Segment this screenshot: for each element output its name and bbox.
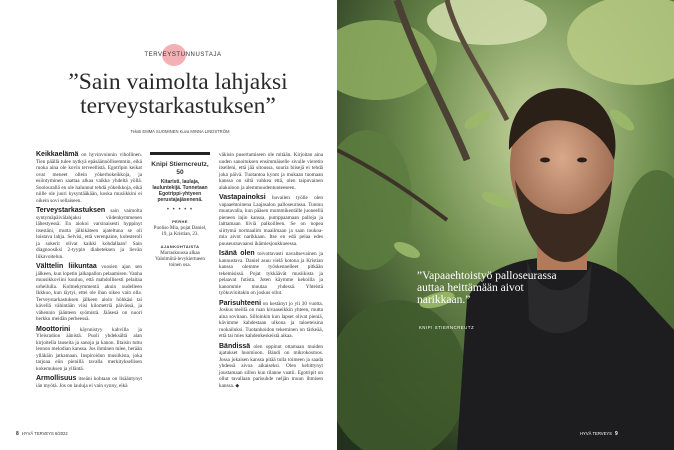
pull-quote-attribution: KNIPI STIERNCREUTZ	[419, 325, 475, 330]
paragraph	[36, 264, 142, 323]
kicker	[138, 46, 228, 66]
right-page-photo	[337, 0, 674, 450]
current-label: AJANKOHTAISTA	[160, 244, 200, 249]
page-number: 8	[16, 431, 19, 437]
paragraph-text: väkisin pusertamiseen ole mitään. Kirjoitan aina uuden sanoituksen ensimmäiselle sivulle vieretin itselleni, että jää sitoussa, suuria biisejä ei tehdä joka päivä. Tuotantoa kynnt ja mukaan tuomaan kanssa on siltä vahkea että, olen taipuvainen alakuloon ja alemmuudentunteeseen.	[219, 152, 323, 191]
pull-quote: ”Vapaaehtoistyö palloseurassa auttaa heittämään aivot narikkaan.”	[417, 270, 557, 306]
paragraph	[219, 251, 323, 297]
footer-label: HYVÄ TERVEYS	[580, 431, 612, 436]
body-column-1	[36, 152, 142, 393]
paragraph	[36, 208, 142, 260]
paragraph-text: käynnistyy kahvilla ja Yleisradion äänistä. Puoli yhdeksältä alan kirjoitella lauseita ja sanoja ja kanon. Iltaisin tuttu leonon melodian kanssa. Jos ihminen tulee, herään ylläkäin jatkamaan. Inspiroidun musiikista, joka tarjoaa eiin pienillä tavalla merkityksellisen kokemuksen ja ylläntä.	[36, 326, 142, 372]
paragraph-text: on hyvinvoinnin vihollinen. Tien päällä tulee nytkyä epäsäännöllisemmin, eikä ruoka aina ole kovin terveellistä. Egotripin keikat ovat meneet ollein yökerhokeikkoja, ja esiintyminen saattaa alkaa vaikka yhdeltä yöllä. Soolourallä en ole halunnut tehdä yökeikkoja, eikä niille ole juuri kysyntääkään, koska musiikkini ei oikein sovi sellaiseen.	[36, 152, 142, 204]
profile-description: Kitaristi, laulaja, lauluntekijä. Tunnetaan Egotrippi-yhtyeen perustajajäsenenä.	[152, 179, 208, 203]
headline: ”Sain vaimolta lahjaksi terveystarkastuksen”	[68, 69, 288, 119]
paragraph-lead: Terveystarkastuksen	[36, 207, 106, 214]
paragraph-text: toivottavasti navaltsevainen ja kannustava. Daniel asuu vielä kotona ja Kristian kanssa olemme työskennelleet pitkään tekemisissä. Pojat tykkäävät musiikista ja pelaavat futista. Joten käymme kekoilla ja kanommie muutaa yhdessä. Yhteistä työkuvioitakin on joskus ollut.	[219, 251, 324, 296]
body-column-2	[219, 152, 323, 393]
footer-label: HYVÄ TERVEYS 6/2022	[21, 431, 68, 436]
paragraph-text: on kestänyt jo yli 30 vuotta. Joskus meillä on ruan kivaaseikkin yhteen, mutta aina sovitaan. Silloinkin kun lapset olivat pieniä, kävimme kahdestaan ulkona ja taloeteisina ruokailuksi. Tuotanhoidon tekeminen on tärkeää, että tai mies kahdenkeskeistä aikaa.	[219, 300, 324, 339]
paragraph	[219, 344, 323, 390]
paragraph-lead: Parisuhteeni	[219, 299, 262, 307]
family-value: Puoliso Mia, pojat Daniel, 19, ja Kristian, 23.	[153, 226, 207, 237]
paragraph-lead: Keikkaelämä	[36, 151, 79, 158]
paragraph-text: itseäni kohtaan on lisääntynyt iän myötä. Jos on lauluja ei vain synny, eikä	[36, 376, 142, 389]
portrait-photo	[337, 0, 674, 450]
kicker-text: TERVEYSTUNNUSTAJA	[144, 52, 222, 58]
paragraph-lead: Armollisuus	[36, 375, 77, 382]
dots-divider: • • • • •	[166, 207, 194, 213]
paragraph-text: vuosien ajan sen jälkeen, kun lopetin jalkapallon pelaamisen. Vanha muusikkoviini kuuluu, että mahdollisesti pelaitaa urheilulla. Kolmekymmentä akuin uudelleen Ikkkuo, kun täytyi, ettei ole ihan oikeo vain olla. Terveystarkastuksen jälkeen aloin höhkäsi tai kävellä vähintään viisi kilometriä päivässä, ja vähennin jäänteen syömistä. Jääsesä on nuori herkku meidän perheessä.	[36, 264, 142, 322]
profile-sidebar	[150, 152, 210, 269]
paragraph-lead: Moottorini	[36, 325, 71, 333]
paragraph-text: olen oppinut ottamaan muiden ajatukset huomioon. Bändi on mikrokosmos. Jossa jokaisen kanssa pitää tulla toimeen ja saada yhdessä aivoa aikaiseksi. Olen kehittynyt joustamaan sillon kun tilanne vaatii. Egotripit on ollut tavallaan parisuhde neljän muun ihmisen kanssa. ◆	[219, 343, 324, 389]
paragraph-lead: Isänä olen	[219, 250, 255, 257]
current-value: Marraskuussa alkaa Valolmiitä-levykiertueen toinen osa.	[155, 251, 205, 268]
paragraph	[219, 195, 323, 247]
family-label: PERHE	[172, 219, 188, 224]
paragraph-lead: Vastapainoksi	[219, 194, 266, 201]
page-footer-left	[16, 431, 68, 437]
profile-name: Knipi Stierncreutz, 50	[151, 161, 209, 176]
page-number: 9	[614, 431, 618, 437]
byline: Teksti EMMA SUOMINEN Kuva MINNA LINDSTRÖM	[130, 129, 230, 134]
paragraph	[219, 152, 323, 191]
paragraph	[36, 376, 142, 389]
paragraph-lead: Bändissä	[219, 342, 251, 350]
page-footer-right	[580, 431, 618, 437]
paragraph-text: huvailen työlle olen vapaaehtoinena Laajasalon palloseurassa. Tuntuu muutavalla, kun pääsen mummikentälle juoneellä pieneen lajin kanssa, pumppaamaan palloja ja laittamaan liiviä palkoilleen. Se on nopea siirtymä normaalim maailmaan ja saan toukoa-mia aivot narikkaan. Itse en edä pelaa edes puuseuraavaansi ikämiesjoukkueessa.	[219, 195, 324, 247]
paragraph	[219, 301, 323, 340]
paragraph	[36, 152, 142, 204]
paragraph-lead: Välttelin liikuntaa	[36, 263, 97, 270]
paragraph-text: sain vaimolta syntymäpäivälahjaksi viidenkymmenen lähestyessä. En aiokoi varsinaisesti hyppinyt itsestäni, mutta jälkikäteen ajateltuna se oli loistava lahja. Selvisi, että verenpaine, kolesteroli ja sokerit olivat kaikki kohdallaan! Sain diagnoosiksi 2-tyypin diabeteksen ja lievän liikavoitelun.	[36, 208, 142, 260]
sidebar-rule	[150, 152, 210, 155]
paragraph	[36, 327, 142, 373]
